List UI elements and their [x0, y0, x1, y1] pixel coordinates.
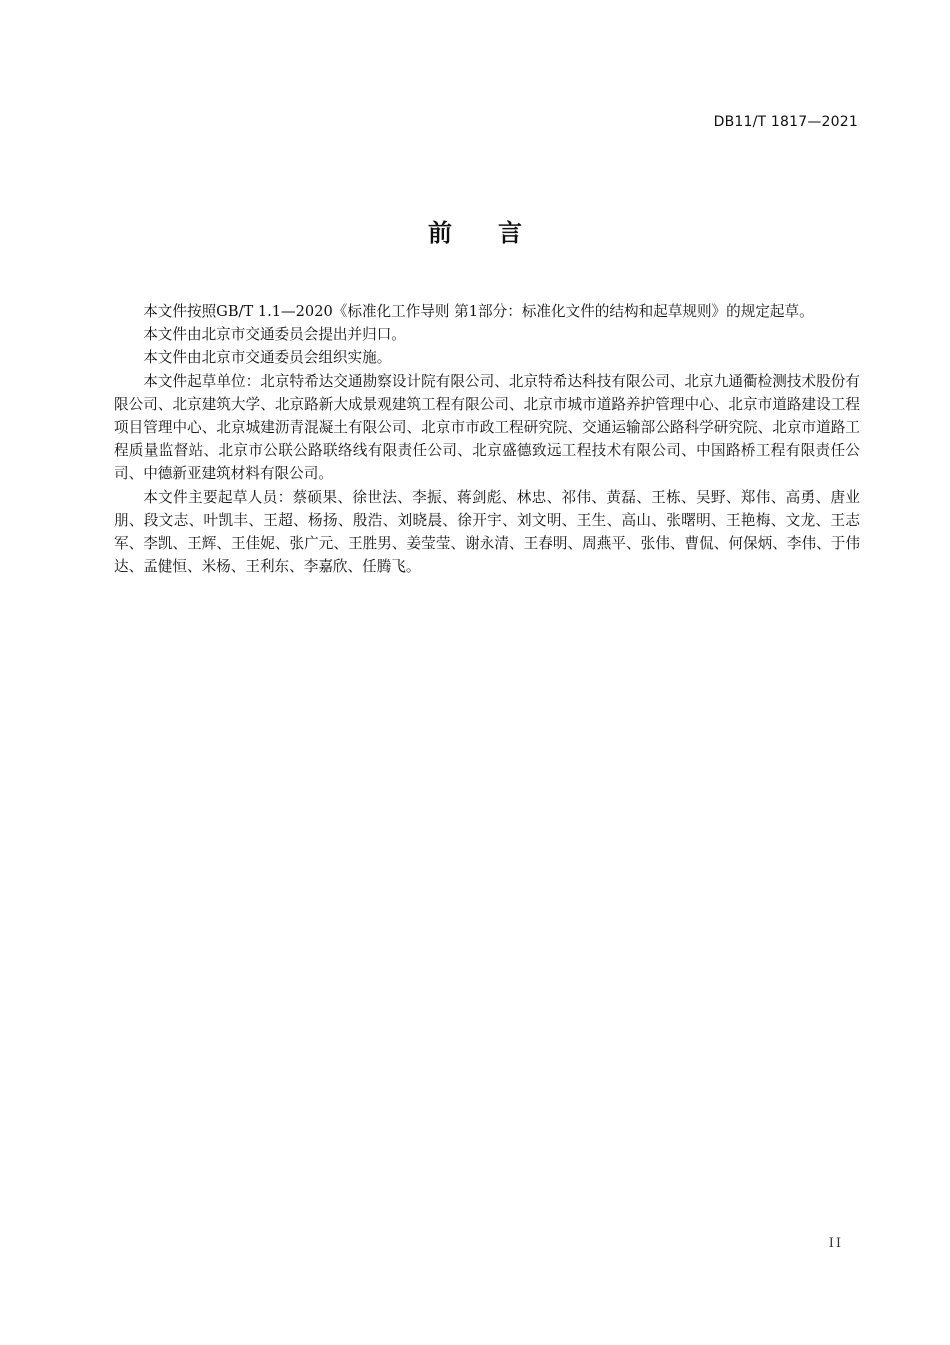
paragraph-implementer: 本文件由北京市交通委员会组织实施。 — [143, 349, 392, 367]
document-number: DB11/T 1817—2021 — [713, 114, 858, 130]
page-number: II — [828, 1236, 843, 1251]
page-title: 前言 — [428, 219, 568, 247]
paragraph-proposer: 本文件由北京市交通委员会提出并归口。 — [143, 326, 406, 344]
paragraph-drafters: 本文件主要起草人员：蔡硕果、徐世法、李振、蒋剑彪、林忠、祁伟、黄磊、王栋、吴野、郑伟、高勇、唐业朋、段文志、叶凯丰、王超、杨扬、殷浩、刘晓晨、徐开宇、刘文明、王生、高山、张曙明、王艳梅、文龙、王志军、李凯、王辉、王佳妮、张广元、王胜男、姜莹莹、谢永清、王春明、周燕平、张伟、曹侃、何保炳、李伟、于伟达、孟健恒、米杨、王利东、李嘉欣、任腾飞。 — [114, 488, 860, 576]
foreword-body — [114, 300, 860, 578]
paragraph-drafting-units: 本文件起草单位：北京特希达交通勘察设计院有限公司、北京特希达科技有限公司、北京九通衢检测技术股份有限公司、北京建筑大学、北京路新大成景观建筑工程有限公司、北京市城市道路养护管理中心、北京市道路建设工程项目管理中心、北京城建沥青混凝土有限公司、北京市市政工程研究院、交通运输部公路科学研究院、北京市道路工程质量监督站、北京市公联公路联络线有限责任公司、北京盛德致远工程技术有限公司、中国路桥工程有限责任公司、中德新亚建筑材料有限公司。 — [114, 372, 860, 483]
paragraph-drafting-rules: 本文件按照GB/T 1.1—2020《标准化工作导则 第1部分：标准化文件的结构和起草规则》的规定起草。 — [143, 303, 814, 320]
